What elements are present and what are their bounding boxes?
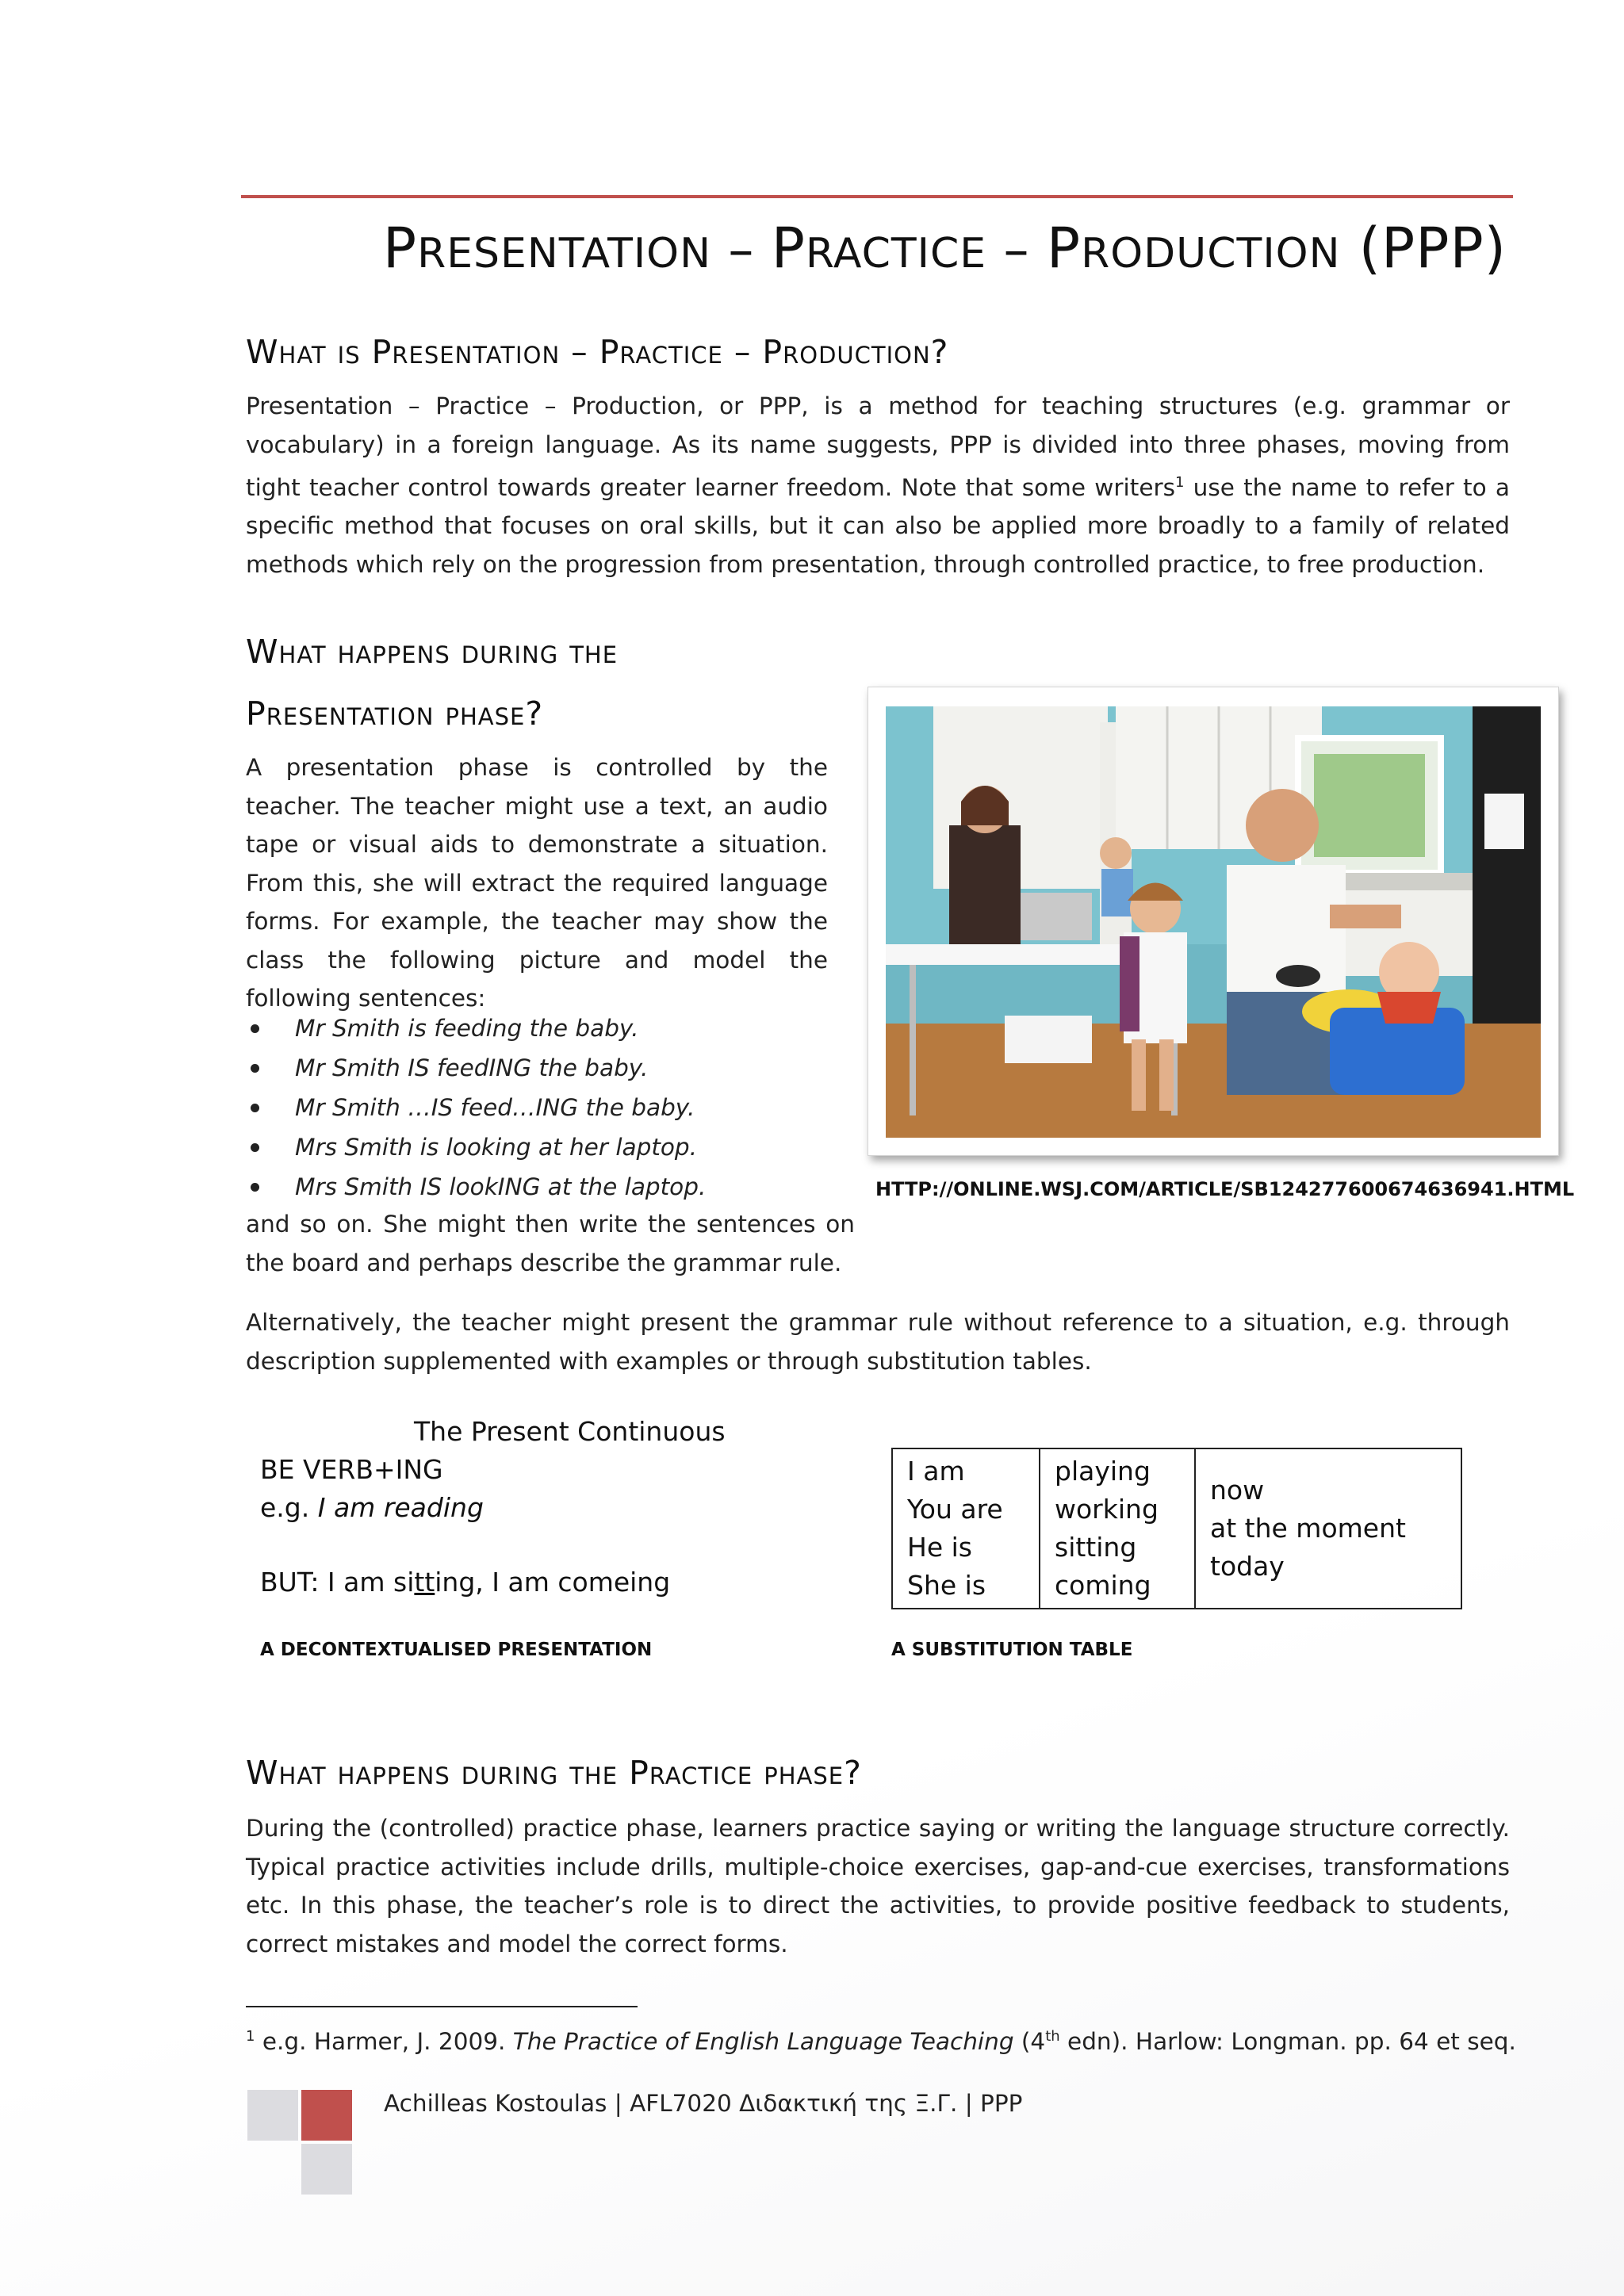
- section-paragraph-intro: Presentation – Practice – Production, or PPP, is a method for teaching structures (e.g. grammar or vocabulary) in a foreign language. As its name suggests, PPP is divided into three phases, moving from tight teacher control towards greater learner freedom. Note that some writers$^1$ use the name to refer to a specific method that focuses on oral skills, but it can also be applied more broadly to a family of related methods which rely on the progression from presentation, through controlled practice, to free production.: [246, 392, 1510, 578]
- presentation-followup-paragraph: and so on. She might then write the sentences on the board and perhaps describe the grammar rule.: [246, 1211, 855, 1276]
- list-item: Mrs Smith is looking at her laptop.: [246, 1127, 848, 1167]
- subject-column: I am You are He is She is: [892, 1448, 1040, 1609]
- decontextualised-caption: A DECONTEXTUALISED PRESENTATION: [260, 1640, 653, 1660]
- presentation-paragraph: A presentation phase is controlled by the teacher. The teacher might use a text, an audio tape or visual aids to demonstrate a situation. From this, she will extract the required language forms. For example, the teacher may show the class the following picture and model the following sentences:: [246, 754, 828, 1012]
- list-item: Mr Smith is feeding the baby.: [246, 1008, 848, 1048]
- section-heading-what-is-ppp: What is Presentation – Practice – Production?: [246, 333, 949, 371]
- footnote-separator: [246, 2006, 638, 2007]
- list-item: Mrs Smith IS lookING at the laptop.: [246, 1167, 848, 1207]
- section-heading-presentation-line1: What happens during the: [246, 633, 619, 671]
- section-heading-presentation-line2: Presentation phase?: [246, 695, 544, 733]
- family-kitchen-photo: [868, 687, 1559, 1156]
- present-continuous-title: The Present Continuous: [414, 1416, 726, 1447]
- substitution-table-caption: A SUBSTITUTION TABLE: [891, 1640, 1133, 1660]
- title-rule: [241, 195, 1513, 198]
- practice-paragraph: During the (controlled) practice phase, learners practice saying or writing the language structure correctly. Typical practice activities include drills, multiple-choice exercises, gap-and-cue exercises, transformations etc. In this phase, the teacher’s role is to direct the activities, to provide positive feedback to students, correct mistakes and model the correct forms.: [246, 1815, 1510, 1957]
- time-column: now at the moment today: [1195, 1448, 1461, 1609]
- list-item: Mr Smith …IS feed…ING the baby.: [246, 1088, 848, 1127]
- photo-illustration: [886, 706, 1541, 1138]
- present-continuous-formula: BE VERB+ING: [260, 1454, 443, 1485]
- verb-column: playing working sitting coming: [1040, 1448, 1195, 1609]
- present-continuous-example: e.g. I am reading: [260, 1492, 484, 1523]
- footer-logo-square: [247, 2090, 298, 2141]
- alternative-presentation-paragraph: Alternatively, the teacher might present the grammar rule without reference to a situation, e.g. through description supplemented with examples or through substitution tables.: [246, 1309, 1510, 1375]
- photo-source-caption[interactable]: HTTP://ONLINE.WSJ.COM/ARTICLE/SB124277600674636941.HTML: [875, 1178, 1575, 1200]
- footer-text: Achilleas Kostoulas | AFL7020 Διδακτική της Ξ.Γ. | PPP: [384, 2090, 1023, 2117]
- list-item: Mr Smith IS feedING the baby.: [246, 1048, 848, 1088]
- footnote: $^1$ e.g. Harmer, J. 2009. The Practice of English Language Teaching (4th edn). Harlow: Longman. pp. 64 et seq.: [246, 2027, 1516, 2055]
- footer-logo-square-accent: [301, 2090, 352, 2141]
- footer-logo-square: [301, 2144, 352, 2195]
- page-title: PRESENTATION – PRACTICE – PRODUCTION (PPP): [382, 216, 1507, 281]
- present-continuous-spelling-note: BUT: I am sitting, I am comeing: [260, 1567, 671, 1598]
- section-heading-practice: What happens during the Practice phase?: [246, 1754, 862, 1792]
- example-sentences-list: [246, 1008, 848, 1207]
- substitution-table: [891, 1448, 1462, 1609]
- footnote-reference[interactable]: 1: [1174, 474, 1185, 491]
